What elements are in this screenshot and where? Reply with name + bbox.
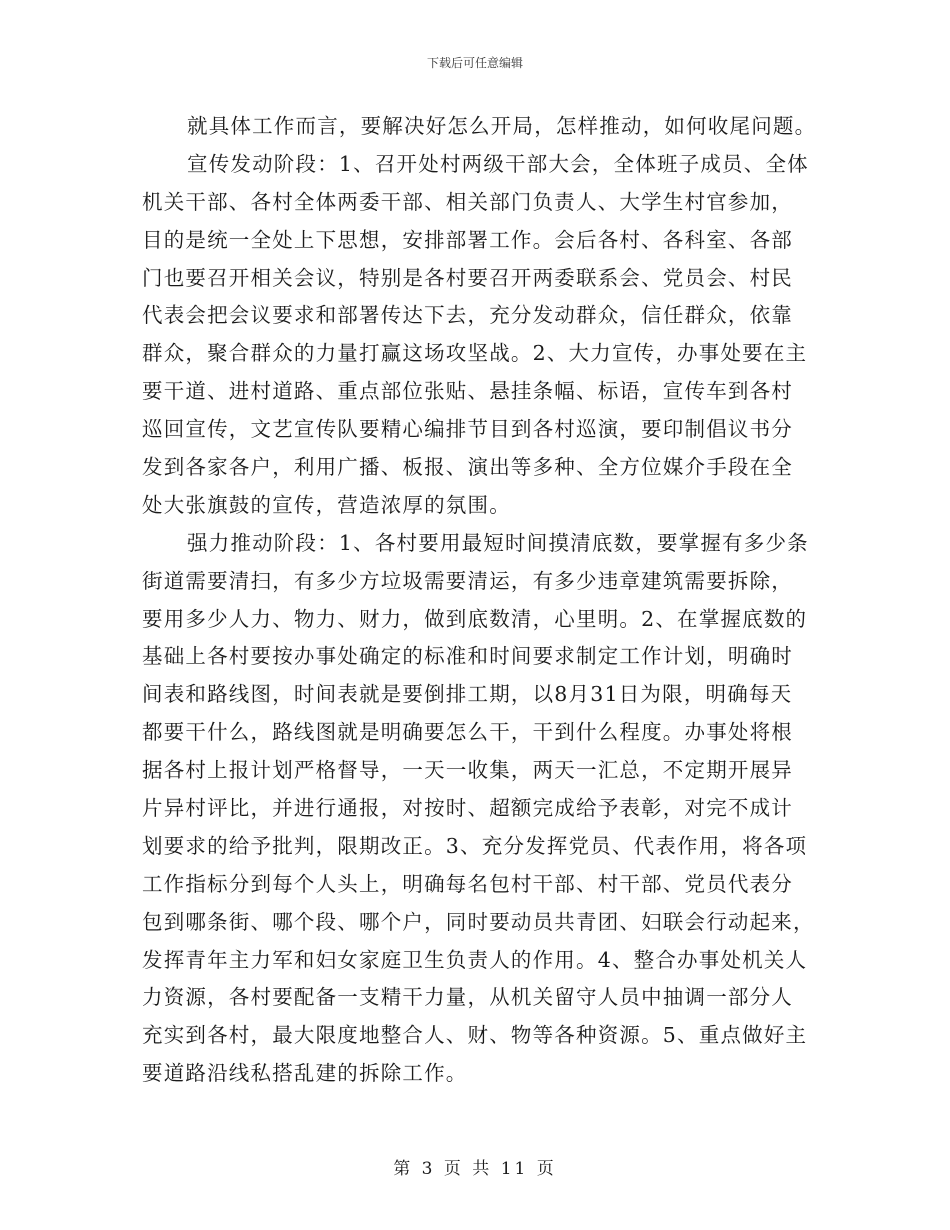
text-line: 宣传发动阶段：1、召开处村两级干部大会，全体班子成员、全体 <box>187 151 809 176</box>
text-line: 据各村上报计划严格督导，一天一收集，两天一汇总，不定期开展异 <box>142 758 793 783</box>
text-line: 工作指标分到每个人头上，明确每名包村干部、村干部、党员代表分 <box>142 871 793 896</box>
text-line: 街道需要清扫，有多少方垃圾需要清运，有多少违章建筑需要拆除， <box>142 568 793 593</box>
text-line: 基础上各村要按办事处确定的标准和时间要求制定工作计划，明确时 <box>142 644 793 669</box>
text-line: 都要干什么，路线图就是明确要怎么干，干到什么程度。办事处将根 <box>142 720 793 745</box>
text-line: 间表和路线图，时间表就是要倒排工期，以8月31日为限，明确每天 <box>142 682 793 707</box>
text-line: 群众，聚合群众的力量打赢这场攻坚战。2、大力宣传，办事处要在主 <box>142 341 808 366</box>
document-body <box>142 108 822 1093</box>
text-line: 强力推动阶段：1、各村要用最短时间摸清底数，要掌握有多少条 <box>187 530 809 555</box>
text-line: 门也要召开相关会议，特别是各村要召开两委联系会、党员会、村民 <box>142 265 793 290</box>
text-line: 代表会把会议要求和部署传达下去，充分发动群众，信任群众，依靠 <box>142 303 793 328</box>
text-line: 要用多少人力、物力、财力，做到底数清，心里明。2、在掌握底数的 <box>142 606 808 631</box>
text-line: 片异村评比，并进行通报，对按时、超额完成给予表彰，对完不成计 <box>142 796 793 821</box>
text-line: 处大张旗鼓的宣传，营造浓厚的氛围。 <box>142 492 511 517</box>
text-line: 机关干部、各村全体两委干部、相关部门负责人、大学生村官参加， <box>142 189 793 214</box>
text-line: 目的是统一全处上下思想，安排部署工作。会后各村、各科室、各部 <box>142 227 793 252</box>
page-footer: 第 3 页 共 11 页 <box>393 1159 557 1179</box>
text-line: 要干道、进村道路、重点部位张贴、悬挂条幅、标语，宣传车到各村 <box>142 379 793 404</box>
text-line: 包到哪条街、哪个段、哪个户，同时要动员共青团、妇联会行动起来， <box>142 909 815 934</box>
text-line: 充实到各村，最大限度地整合人、财、物等各种资源。5、重点做好主 <box>142 1023 808 1048</box>
page-header: 下载后可任意编辑 <box>426 56 523 70</box>
text-line: 发挥青年主力军和妇女家庭卫生负责人的作用。4、整合办事处机关人 <box>142 947 808 972</box>
text-line: 发到各家各户，利用广播、板报、演出等多种、全方位媒介手段在全 <box>142 455 793 480</box>
text-line: 巡回宣传，文艺宣传队要精心编排节目到各村巡演，要印制倡议书分 <box>142 417 793 442</box>
text-line: 划要求的给予批判，限期改正。3、充分发挥党员、代表作用，将各项 <box>142 833 808 858</box>
text-line: 要道路沿线私搭乱建的拆除工作。 <box>142 1061 468 1086</box>
text-line: 力资源，各村要配备一支精干力量，从机关留守人员中抽调一部分人 <box>142 985 793 1010</box>
text-line: 就具体工作而言，要解决好怎么开局，怎样推动，如何收尾问题。 <box>187 114 817 138</box>
